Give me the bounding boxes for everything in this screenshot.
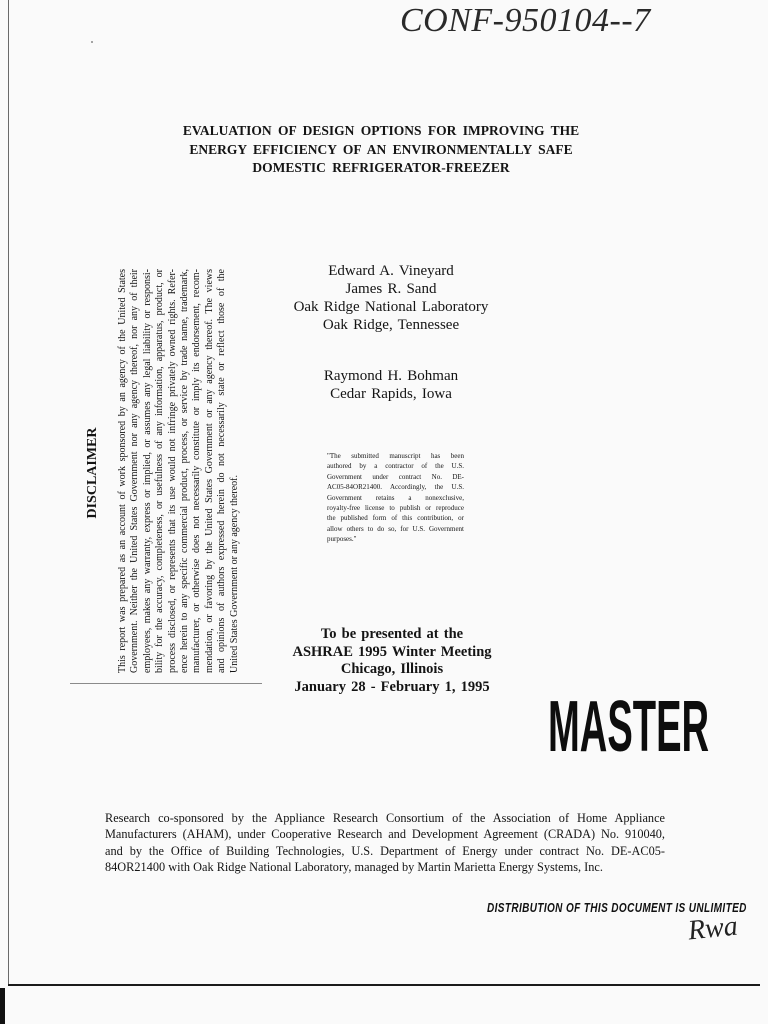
notice-line: Government retains a nonexclusive, — [327, 493, 464, 502]
author-location: Oak Ridge, Tennessee — [322, 317, 460, 333]
author-name: James R. Sand — [345, 281, 437, 297]
scan-edge-horizontal-line — [8, 984, 760, 986]
notice-line: "The submitted manuscript has been — [327, 452, 464, 460]
notice-line: purposes." — [327, 535, 357, 544]
disclaimer-line: employees, makes any warranty, express or implied, or assumes any legal liability or responsi- — [141, 269, 153, 673]
notice-line: Government under contract No. DE- — [327, 472, 464, 481]
disclaimer-divider — [70, 683, 262, 684]
notice-line: allow others to do so, for U.S. Government — [327, 524, 464, 533]
title-line: ENERGY EFFICIENCY OF AN ENVIRONMENTALLY SAFE — [189, 141, 573, 157]
sponsorship-line: Research co-sponsored by the Appliance Research Consortium of the Association of Home Appliance — [105, 811, 665, 825]
disclaimer-line: Government. Neither the United States Government nor any agency thereof, nor any of their — [129, 269, 141, 673]
notice-line: royalty-free license to publish or reproduce — [327, 504, 464, 513]
disclaimer-line: manufacturer, or otherwise does not necessarily constitute or imply its endorsement, recom- — [191, 269, 203, 673]
disclaimer-line: This report was prepared as an account of work sponsored by an agency of the United States — [117, 269, 128, 673]
author-block-ornl — [281, 262, 501, 334]
disclaimer-line: bility for the accuracy, completeness, or usefulness of any information, apparatus, product, or — [154, 269, 166, 673]
sponsorship-line: Manufacturers (AHAM), under Cooperative Research and Development Agreement (CRADA) No. 910040, — [105, 827, 665, 842]
presentation-info — [282, 626, 502, 697]
disclaimer-line: ence herein to any specific commercial product, process, or service by trade name, trademark, — [179, 269, 191, 673]
author-name: Edward A. Vineyard — [328, 263, 454, 279]
title-line: DOMESTIC REFRIGERATOR-FREEZER — [252, 160, 510, 175]
notice-line: authored by a contractor of the U.S. — [327, 462, 464, 471]
disclaimer-line: United States Government or any agency thereof. — [228, 475, 240, 673]
scan-corner-mark — [0, 988, 5, 1024]
disclaimer-body-container — [117, 269, 241, 673]
notice-line: the published form of this contribution, or — [327, 514, 464, 523]
paper-title — [171, 122, 591, 178]
copyright-notice — [327, 451, 464, 545]
sponsorship-paragraph — [105, 810, 665, 876]
disclaimer-body — [117, 269, 241, 673]
presentation-line: ASHRAE 1995 Winter Meeting — [292, 643, 492, 660]
notice-line: AC05-84OR21400. Accordingly, the U.S. — [327, 483, 464, 492]
handwritten-initials: Rwa — [686, 910, 740, 947]
disclaimer-line: mendation, or favoring by the United States Government or any agency thereof. The views — [203, 269, 215, 673]
sponsorship-line: 84OR21400 with Oak Ridge National Laboratory, managed by Martin Marietta Energy Systems, Inc. — [105, 860, 603, 875]
author-name: Raymond H. Bohman — [323, 368, 459, 384]
author-location: Cedar Rapids, Iowa — [330, 386, 452, 402]
distribution-stamp: DISTRIBUTION OF THIS DOCUMENT IS UNLIMITED — [487, 900, 747, 915]
presentation-line: January 28 - February 1, 1995 — [294, 679, 490, 696]
author-block-bohman — [281, 367, 501, 403]
scan-edge-vertical-line — [8, 0, 9, 985]
scan-speck — [91, 41, 93, 43]
disclaimer-heading: DISCLAIMER — [85, 427, 100, 519]
disclaimer-line: and opinions of authors expressed herein do not necessarily state or reflect those of the — [216, 269, 228, 673]
disclaimer-line: process disclosed, or represents that its use would not infringe privately owned rights. Refer- — [166, 269, 178, 673]
handwritten-document-number: CONF-950104--7 — [400, 2, 651, 39]
master-stamp: MASTER — [548, 687, 710, 767]
author-affiliation: Oak Ridge National Laboratory — [293, 299, 489, 315]
title-line: EVALUATION OF DESIGN OPTIONS FOR IMPROVING THE — [182, 123, 580, 138]
presentation-line: Chicago, Illinois — [340, 661, 444, 678]
presentation-line: To be presented at the — [320, 626, 464, 642]
sponsorship-line: and by the Office of Building Technologies, U.S. Department of Energy under contract No. DE-AC05- — [105, 843, 665, 858]
disclaimer-heading-container — [84, 427, 101, 519]
